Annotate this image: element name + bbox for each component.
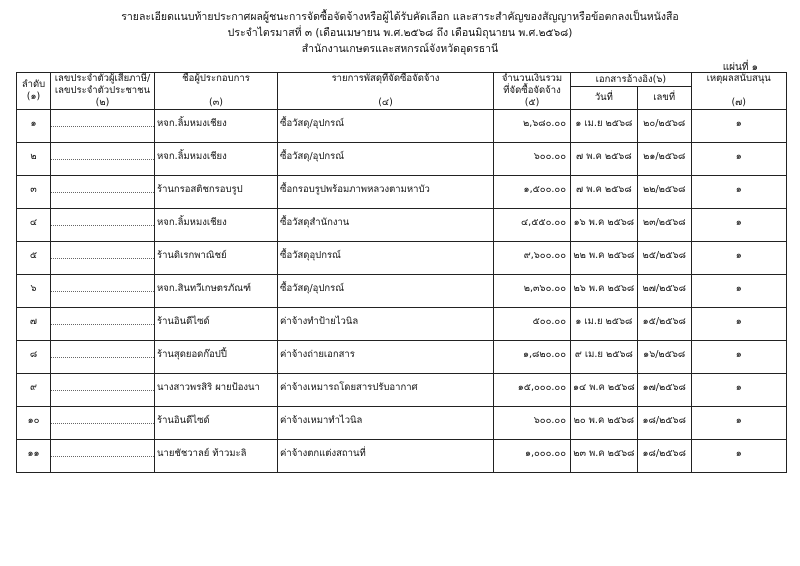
row-item: ซื้อวัสดุ/อุปกรณ์ [278,110,494,143]
row-reason: ๑ [691,110,786,143]
row-refno: ๒๓/๒๕๖๘ [637,209,691,242]
doc-title: รายละเอียดแนบท้ายประกาศผลผู้ชนะการจัดซื้อจัดจ้างหรือผู้ได้รับคัดเลือก และสาระสำคัญของสัญญาหรือข้อตกลงเป็นหนังสือ [121,11,679,23]
row-reason: ๑ [691,275,786,308]
table-row [17,407,787,440]
row-number: ๙ [17,374,51,407]
row-number: ๑ [17,110,51,143]
row-item: ซื้อวัสดุ/อุปกรณ์ [278,275,494,308]
row-amount: ๔,๕๕๐.๐๐ [494,209,571,242]
row-vendor: หจก.ลิ้มหมงเชียง [155,143,278,176]
table-row [17,176,787,209]
row-number: ๕ [17,242,51,275]
col-reason-header: เหตุผลสนับสนุน (๗) [691,73,786,110]
row-reason: ๑ [691,143,786,176]
row-vendor: ร้านดิเรกพาณิชย์ [155,242,278,275]
row-vendor: นายชัชวาลย์ ท้าวมะลิ [155,440,278,473]
row-taxid [51,209,155,242]
row-refno: ๑๗/๒๕๖๘ [637,374,691,407]
col-vendor-header: ชื่อผู้ประกอบการ (๓) [155,73,278,110]
row-vendor: หจก.สินทวีเกษตรภัณฑ์ [155,275,278,308]
row-reason: ๑ [691,341,786,374]
row-date: ๒๐ พ.ค ๒๕๖๘ [571,407,638,440]
row-item: ซื้อกรอบรูปพร้อมภาพหลวงตามหาบัว [278,176,494,209]
table-row [17,341,787,374]
row-refno: ๑๖/๒๕๖๘ [637,341,691,374]
row-reason: ๑ [691,407,786,440]
row-taxid [51,308,155,341]
row-number: ๗ [17,308,51,341]
row-amount: ๕๐๐.๐๐ [494,308,571,341]
row-reason: ๑ [691,209,786,242]
table-row [17,110,787,143]
row-item: ซื้อวัสดุ/อุปกรณ์ [278,143,494,176]
row-date: ๑๖ พ.ค ๒๕๖๘ [571,209,638,242]
row-taxid [51,407,155,440]
row-refno: ๑๕/๒๕๖๘ [637,308,691,341]
row-date: ๑ เม.ย ๒๕๖๘ [571,308,638,341]
col-no-header: ลำดับ (๑) [17,73,51,110]
col-amount-header: จำนวนเงินรวม ที่จัดซื้อจัดจ้าง (๕) [494,73,571,110]
row-refno: ๒๗/๒๕๖๘ [637,275,691,308]
row-reason: ๑ [691,176,786,209]
row-amount: ๑,๕๐๐.๐๐ [494,176,571,209]
row-refno: ๒๕/๒๕๖๘ [637,242,691,275]
row-number: ๒ [17,143,51,176]
row-reason: ๑ [691,308,786,341]
row-taxid [51,341,155,374]
row-refno: ๒๑/๒๕๖๘ [637,143,691,176]
row-vendor: ร้านสุดยอดก๊อปปี้ [155,341,278,374]
row-refno: ๑๘/๒๕๖๘ [637,440,691,473]
table-row [17,440,787,473]
row-number: ๑๑ [17,440,51,473]
col-taxid-header: เลขประจำตัวผู้เสียภาษี/ เลขประจำตัวประชาชน (๒) [51,73,155,110]
row-number: ๓ [17,176,51,209]
row-number: ๖ [17,275,51,308]
row-taxid [51,110,155,143]
row-vendor: ร้านอินดีไซด์ [155,308,278,341]
row-taxid [51,143,155,176]
row-amount: ๑๕,๐๐๐.๐๐ [494,374,571,407]
doc-period: ประจำไตรมาสที่ ๓ (เดือนเมษายน พ.ศ.๒๕๖๘ ถึง เดือนมิถุนายน พ.ศ.๒๕๖๘) [227,27,573,39]
row-date: ๒๖ พ.ค ๒๕๖๘ [571,275,638,308]
row-vendor: ร้านอินดีไซด์ [155,407,278,440]
col-items-header: รายการพัสดุที่จัดซื้อจัดจ้าง (๔) [278,73,494,110]
row-amount: ๙,๖๐๐.๐๐ [494,242,571,275]
row-amount: ๑,๘๒๐.๐๐ [494,341,571,374]
row-item: ซื้อวัสดุอุปกรณ์ [278,242,494,275]
col-ref-header: เอกสารอ้างอิง(๖) [571,73,692,87]
row-taxid [51,176,155,209]
row-date: ๑ เม.ย ๒๕๖๘ [571,110,638,143]
col-date-header: วันที่ [571,87,638,110]
row-item: ค่าจ้างถ่ายเอกสาร [278,341,494,374]
table-row [17,374,787,407]
row-taxid [51,275,155,308]
table-row [17,209,787,242]
row-item: ค่าจ้างเหมาทำไวนิล [278,407,494,440]
row-vendor: หจก.ลิ้มหมงเชียง [155,209,278,242]
table-row [17,143,787,176]
row-item: ค่าจ้างตกแต่งสถานที่ [278,440,494,473]
row-date: ๒๒ พ.ค ๒๕๖๘ [571,242,638,275]
table-row [17,275,787,308]
row-vendor: นางสาวพรสิริ ผายป้องนา [155,374,278,407]
row-taxid [51,242,155,275]
row-date: ๙ เม.ย ๒๕๖๘ [571,341,638,374]
row-refno: ๒๐/๒๕๖๘ [637,110,691,143]
row-amount: ๒,๖๘๐.๐๐ [494,110,571,143]
row-reason: ๑ [691,374,786,407]
row-date: ๒๓ พ.ค ๒๕๖๘ [571,440,638,473]
row-date: ๑๔ พ.ค ๒๕๖๘ [571,374,638,407]
row-taxid [51,440,155,473]
row-refno: ๒๒/๒๕๖๘ [637,176,691,209]
row-refno: ๑๘/๒๕๖๘ [637,407,691,440]
table-row [17,242,787,275]
sheet-number: แผ่นที่ ๑ [722,62,758,73]
row-item: ค่าจ้างเหมารถโดยสารปรับอากาศ [278,374,494,407]
row-reason: ๑ [691,440,786,473]
row-reason: ๑ [691,242,786,275]
table-row [17,308,787,341]
row-taxid [51,374,155,407]
row-item: ค่าจ้างทำป้ายไวนิล [278,308,494,341]
row-amount: ๒,๓๖๐.๐๐ [494,275,571,308]
row-vendor: หจก.ลิ้มหมงเชียง [155,110,278,143]
doc-agency: สำนักงานเกษตรและสหกรณ์จังหวัดอุดรธานี [301,43,499,55]
col-refno-header: เลขที่ [637,87,691,110]
row-item: ซื้อวัสดุสำนักงาน [278,209,494,242]
row-amount: ๑,๐๐๐.๐๐ [494,440,571,473]
row-number: ๘ [17,341,51,374]
row-amount: ๖๐๐.๐๐ [494,407,571,440]
row-amount: ๖๐๐.๐๐ [494,143,571,176]
row-date: ๗ พ.ค ๒๕๖๘ [571,143,638,176]
row-date: ๗ พ.ค ๒๕๖๘ [571,176,638,209]
row-vendor: ร้านกรอสติชกรอบรูป [155,176,278,209]
row-number: ๑๐ [17,407,51,440]
row-number: ๔ [17,209,51,242]
procurement-table [16,72,787,473]
